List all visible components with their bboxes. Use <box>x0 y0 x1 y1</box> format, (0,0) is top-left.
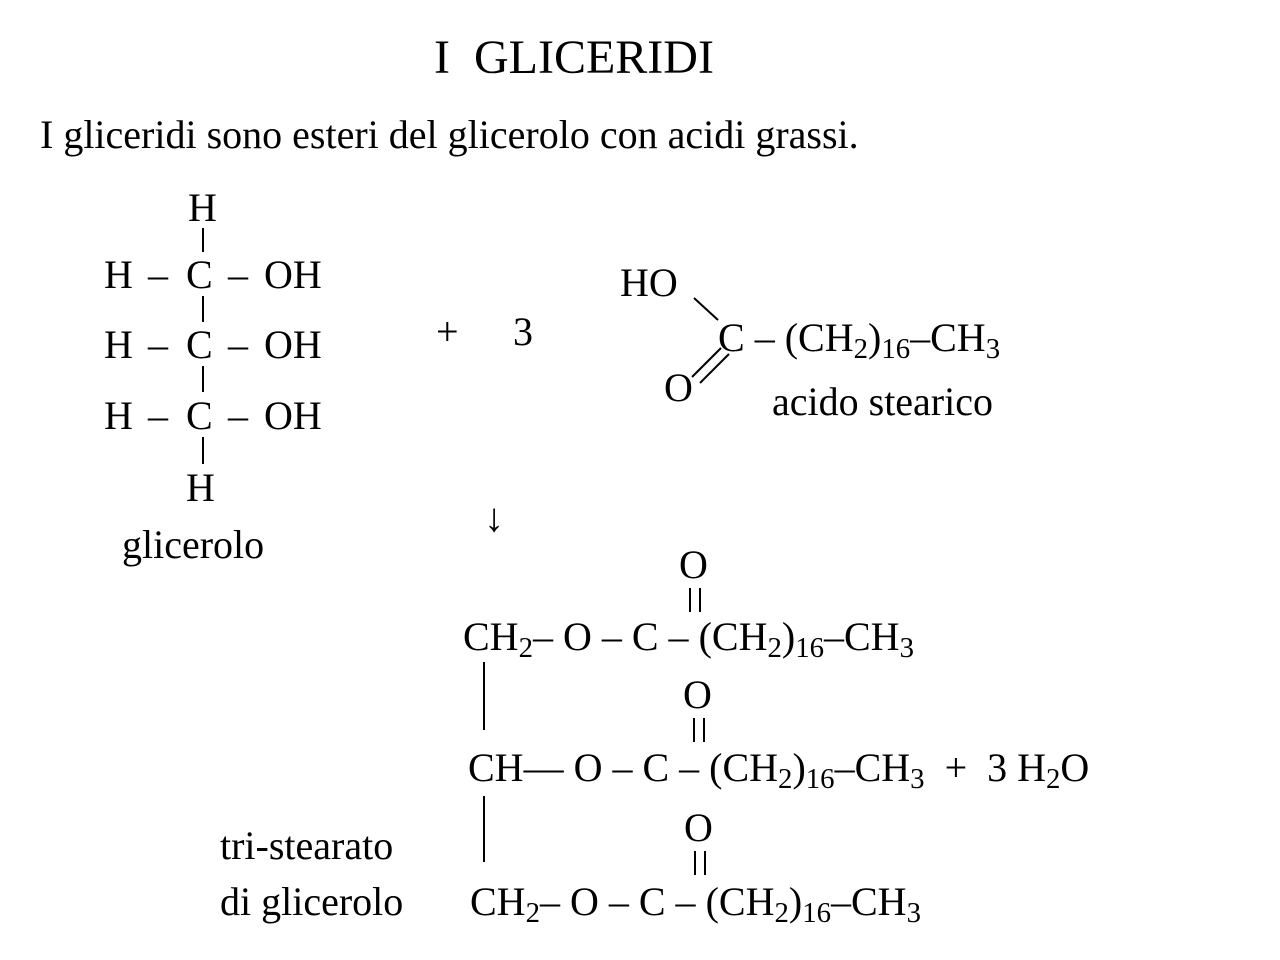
glycerol-row-2-oh: OH <box>264 322 322 367</box>
glycerol-row-3-c: C <box>186 393 213 438</box>
backbone-group: CH <box>463 614 519 659</box>
ester-linkage: – O – C – <box>532 614 689 659</box>
chain-tail-sub: 3 <box>899 632 914 665</box>
triglyceride-row-3 <box>470 879 921 930</box>
chain-sub: 2 <box>774 897 789 930</box>
glycerol-row-3-h: H <box>104 393 133 438</box>
triglyceride-label-line-2: di glicerolo <box>220 879 404 924</box>
stearic-chain-close: ) <box>867 315 882 360</box>
stearic-hydroxyl: HO <box>620 260 678 305</box>
stearic-chain-open: (CH <box>784 315 854 360</box>
triglyceride-carbonyl-oxygen-2: O <box>683 672 712 717</box>
chain-tail: –CH <box>830 879 907 924</box>
chain-sub: 2 <box>778 763 793 796</box>
glycerol-row-1-dash-right: – <box>228 252 248 297</box>
ester-linkage: — O – C – <box>523 745 700 790</box>
triglyceride-carbonyl-oxygen-3: O <box>684 805 713 850</box>
chain-tail-sub: 3 <box>906 897 921 930</box>
chain-tail: –CH <box>823 614 900 659</box>
reaction-arrow-icon: ↓ <box>484 495 504 540</box>
stearic-acid-label: acido stearico <box>772 379 993 424</box>
glycerol-row-2-h: H <box>104 322 133 367</box>
bond-line <box>692 348 721 377</box>
ester-linkage: – O – C – <box>539 879 696 924</box>
chain-tail-sub: 3 <box>910 763 925 796</box>
stearic-carbonyl-oxygen: O <box>664 365 693 410</box>
page-title: I GLICERIDI <box>434 31 714 84</box>
triglyceride-label-line-1: tri-stearato <box>220 823 394 868</box>
triglyceride-row-1 <box>463 614 914 665</box>
byproduct-plus: + <box>944 745 968 790</box>
reaction-plus: + <box>436 309 459 354</box>
water-coefficient: 3 <box>987 745 1008 790</box>
triglyceride-carbonyl-oxygen-1: O <box>679 542 708 587</box>
glycerol-row-2-c: C <box>186 322 213 367</box>
glycerol-row-1-dash-left: – <box>148 252 168 297</box>
backbone-group: CH <box>468 745 524 790</box>
stearic-tail-sub: 3 <box>985 333 1001 366</box>
glycerol-row-1-oh: OH <box>264 252 322 297</box>
glycerol-row-3-dash-right: – <box>228 393 248 438</box>
stearic-chain-count: 16 <box>881 333 911 366</box>
glycerol-row-1-h: H <box>104 252 133 297</box>
stearic-carbon: C <box>718 315 745 360</box>
glycerol-row-2-dash-left: – <box>148 322 168 367</box>
stearic-tail: –CH <box>910 315 986 360</box>
chain-open: (CH <box>705 879 775 924</box>
chain-count: 16 <box>795 632 824 665</box>
bond-line <box>694 298 718 320</box>
chain-count: 16 <box>802 897 831 930</box>
water-hydrogen: H <box>1017 745 1047 790</box>
glycerol-row-3-dash-left: – <box>148 393 168 438</box>
water-sub: 2 <box>1046 763 1061 796</box>
intro-sentence: I gliceridi sono esteri del glicerolo con acidi grassi. <box>40 112 859 157</box>
water-oxygen: O <box>1060 745 1090 790</box>
chain-close: ) <box>781 614 796 659</box>
chain-count: 16 <box>805 763 835 796</box>
stearic-chain-sub: 2 <box>853 333 868 366</box>
backbone-sub: 2 <box>518 632 533 665</box>
backbone-group: CH <box>470 879 526 924</box>
glycerol-row-2-dash-right: – <box>228 322 248 367</box>
chain-open: (CH <box>709 745 779 790</box>
chain-open: (CH <box>698 614 768 659</box>
chain-tail: –CH <box>834 745 911 790</box>
backbone-sub: 2 <box>525 897 540 930</box>
chain-close: ) <box>792 745 806 790</box>
chain-close: ) <box>788 879 803 924</box>
glycerol-row-3-oh: OH <box>264 393 322 438</box>
triglyceride-row-2 <box>468 745 1090 796</box>
reaction-coefficient: 3 <box>513 309 533 354</box>
glycerol-bottom-hydrogen: H <box>186 465 215 510</box>
glycerol-label: glicerolo <box>122 522 265 567</box>
chain-sub: 2 <box>767 632 782 665</box>
stearic-formula: C – $(CH_2)_{16}-CH_3$ <box>718 315 1001 366</box>
glycerol-row-1-c: C <box>186 252 213 297</box>
glycerol-top-hydrogen: H <box>188 185 217 230</box>
